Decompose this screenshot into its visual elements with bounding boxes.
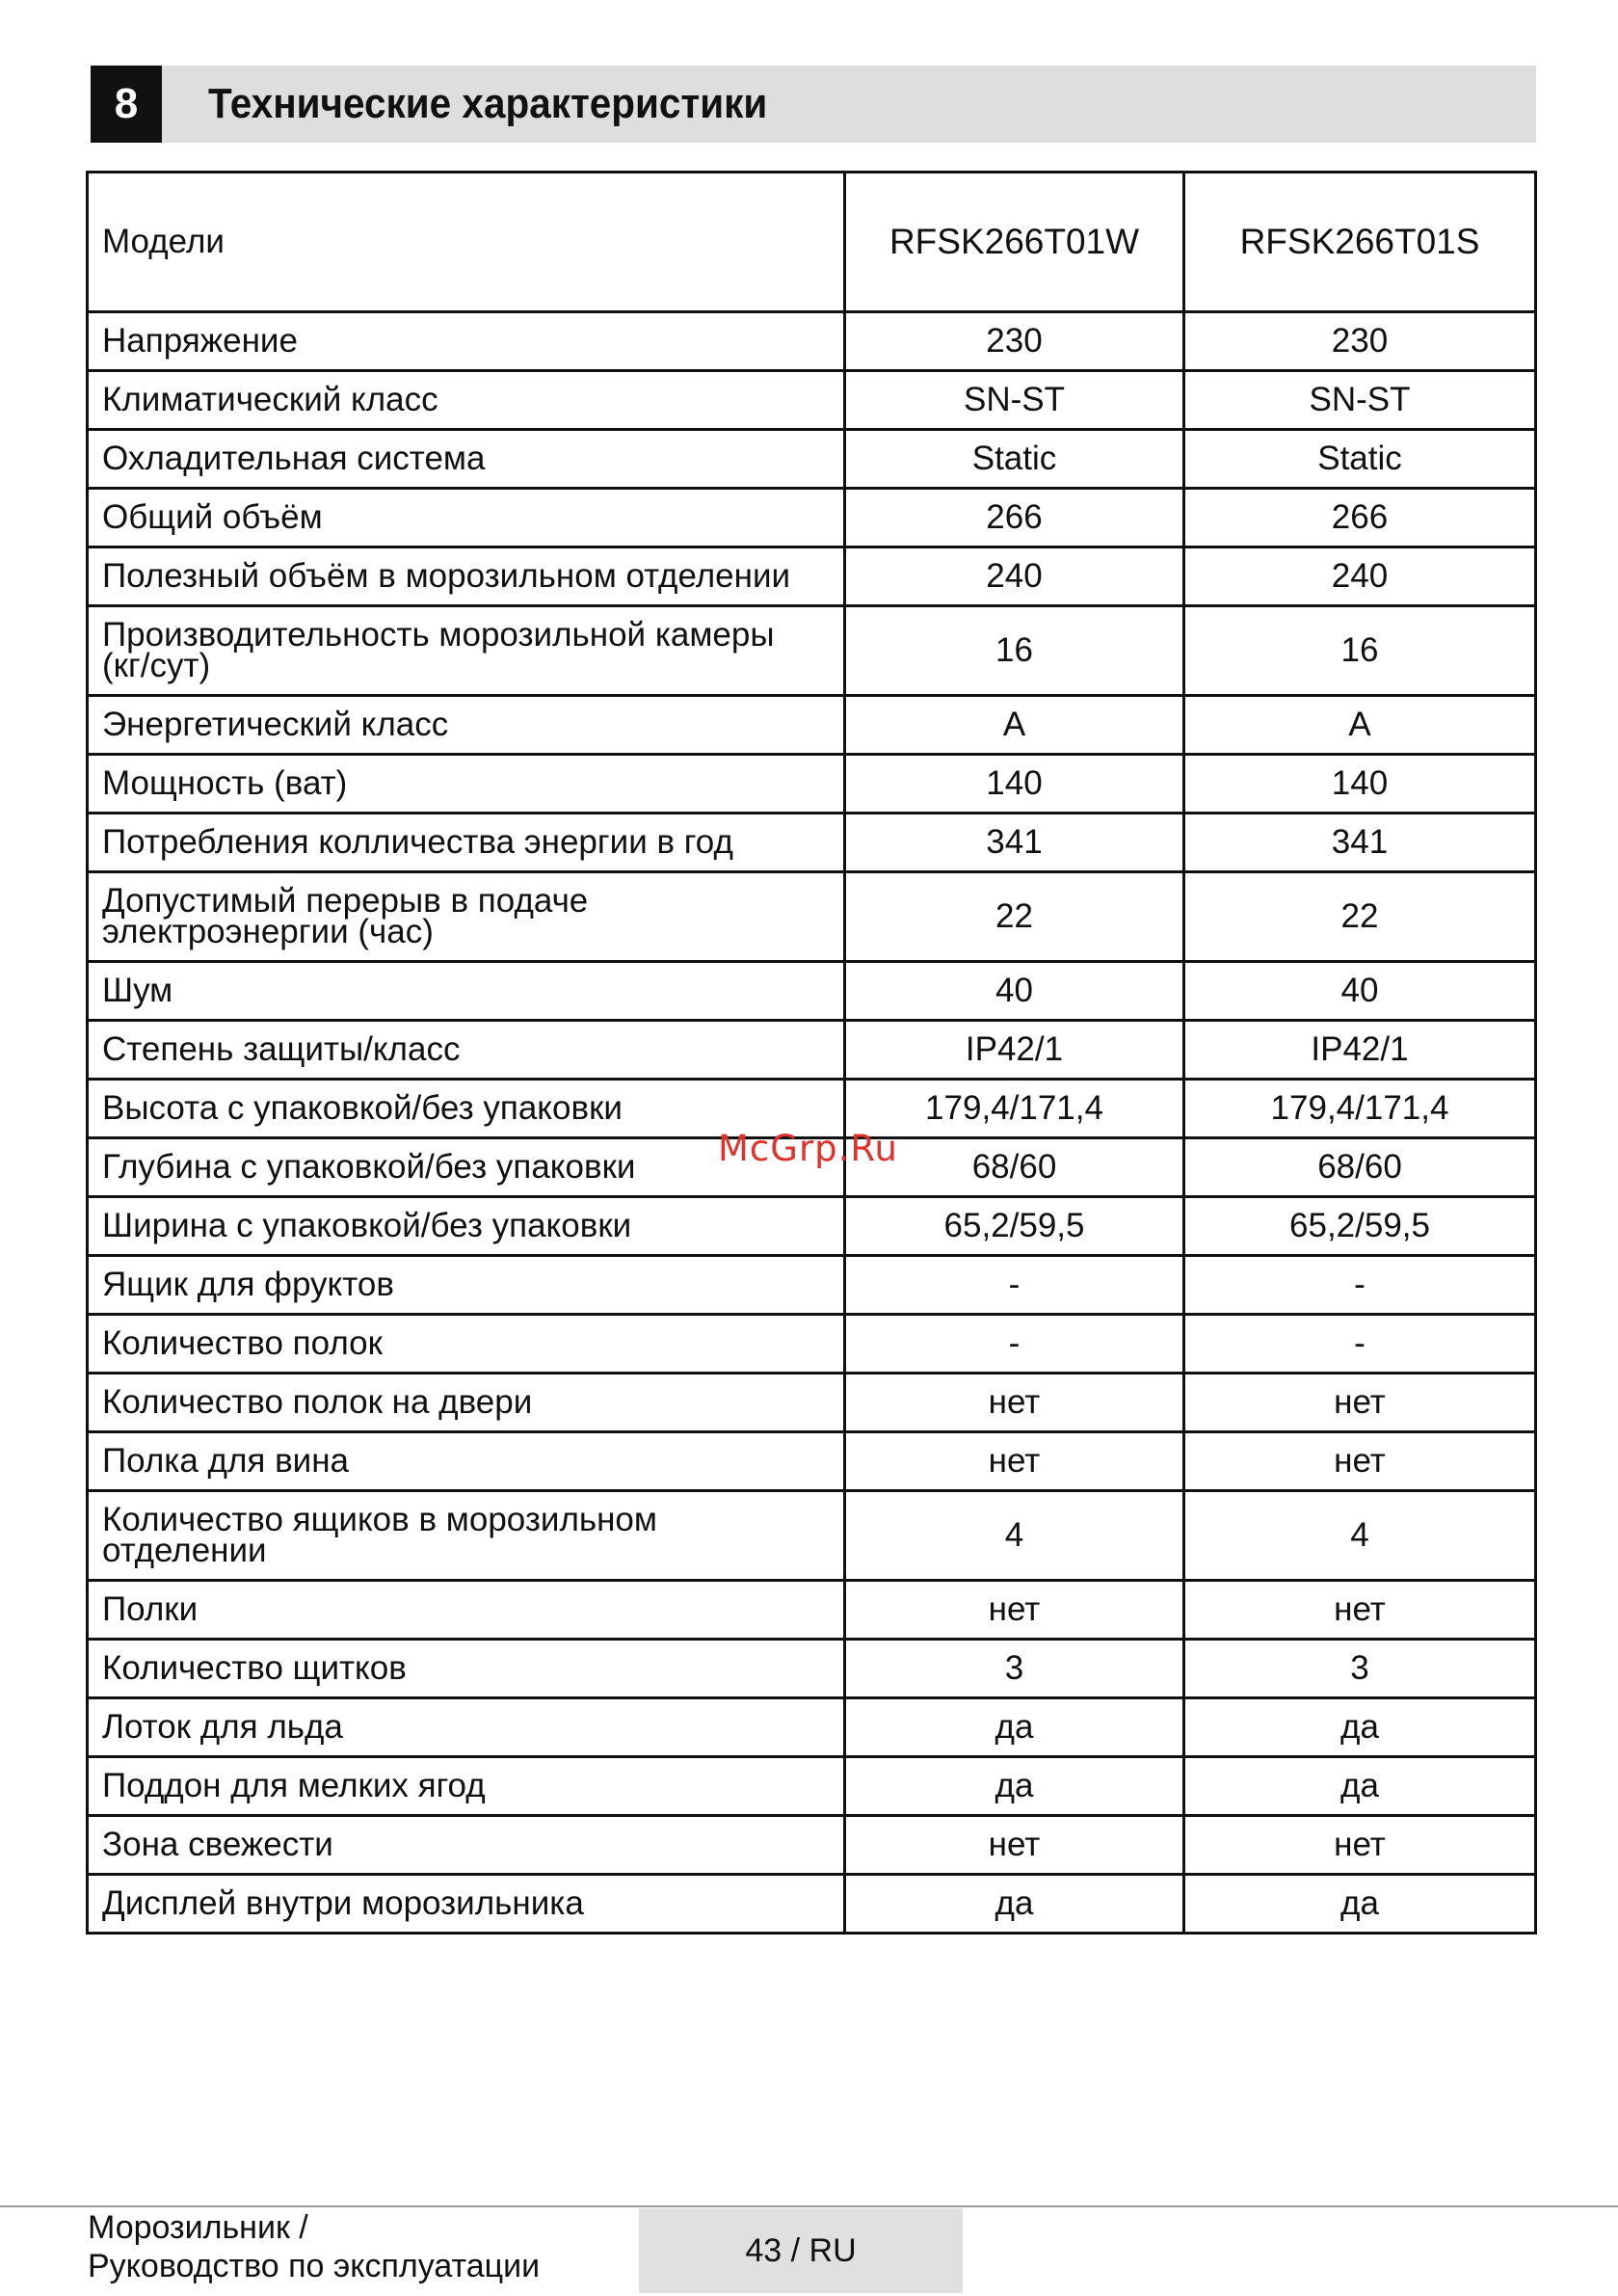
specs-table bbox=[86, 171, 1537, 1935]
table-row bbox=[88, 872, 1536, 962]
table-row bbox=[88, 696, 1536, 755]
row-label: Степень защиты/класс bbox=[88, 1021, 845, 1080]
table-row bbox=[88, 1875, 1536, 1934]
row-value: 179,4/171,4 bbox=[845, 1080, 1184, 1138]
footer-line-1: Морозильник / bbox=[88, 2209, 308, 2246]
watermark: McGrp.Ru bbox=[718, 1128, 898, 1169]
row-label: Потребления колличества энергии в год bbox=[88, 814, 845, 872]
footer-line-2: Руководство по эксплуатации bbox=[88, 2248, 541, 2284]
row-value: 65,2/59,5 bbox=[845, 1197, 1184, 1256]
row-value: 22 bbox=[845, 872, 1184, 962]
table-row bbox=[88, 489, 1536, 547]
row-value: 341 bbox=[845, 814, 1184, 872]
table-row bbox=[88, 1491, 1536, 1581]
row-value: нет bbox=[1184, 1432, 1536, 1491]
row-value: да bbox=[845, 1698, 1184, 1757]
table-row bbox=[88, 1197, 1536, 1256]
row-label: Полки bbox=[88, 1581, 845, 1640]
row-value: 65,2/59,5 bbox=[1184, 1197, 1536, 1256]
table-row bbox=[88, 1315, 1536, 1374]
row-value: 16 bbox=[1184, 606, 1536, 696]
section-number: 8 bbox=[91, 66, 162, 143]
table-row bbox=[88, 1581, 1536, 1640]
row-label: Допустимый перерыв в подаче электроэнергии (час) bbox=[88, 872, 845, 962]
row-value: да bbox=[845, 1757, 1184, 1816]
row-value: нет bbox=[1184, 1816, 1536, 1875]
row-value: да bbox=[1184, 1698, 1536, 1757]
row-value: IP42/1 bbox=[1184, 1021, 1536, 1080]
table-row bbox=[88, 814, 1536, 872]
row-label: Лоток для льда bbox=[88, 1698, 845, 1757]
row-value: SN-ST bbox=[1184, 371, 1536, 430]
table-row bbox=[88, 312, 1536, 371]
row-label: Количество ящиков в морозильном отделении bbox=[88, 1491, 845, 1581]
row-value: да bbox=[1184, 1757, 1536, 1816]
row-label: Ширина с упаковкой/без упаковки bbox=[88, 1197, 845, 1256]
table-row bbox=[88, 1374, 1536, 1432]
row-value: - bbox=[845, 1315, 1184, 1374]
table-row bbox=[88, 547, 1536, 606]
row-label: Напряжение bbox=[88, 312, 845, 371]
table-row bbox=[88, 606, 1536, 696]
row-label: Поддон для мелких ягод bbox=[88, 1757, 845, 1816]
row-value: IP42/1 bbox=[845, 1021, 1184, 1080]
row-value: 4 bbox=[1184, 1491, 1536, 1581]
row-value: A bbox=[845, 696, 1184, 755]
table-row bbox=[88, 430, 1536, 489]
row-value: нет bbox=[1184, 1581, 1536, 1640]
row-value: да bbox=[845, 1875, 1184, 1934]
row-value: - bbox=[1184, 1315, 1536, 1374]
row-label: Высота с упаковкой/без упаковки bbox=[88, 1080, 845, 1138]
row-label: Количество полок bbox=[88, 1315, 845, 1374]
row-value: - bbox=[1184, 1256, 1536, 1315]
table-row bbox=[88, 962, 1536, 1021]
row-label: Количество щитков bbox=[88, 1640, 845, 1698]
row-value: Static bbox=[845, 430, 1184, 489]
row-value: да bbox=[1184, 1875, 1536, 1934]
model-name-1: RFSK266T01W bbox=[845, 173, 1184, 312]
row-label: Ящик для фруктов bbox=[88, 1256, 845, 1315]
row-value: нет bbox=[1184, 1374, 1536, 1432]
row-label: Шум bbox=[88, 962, 845, 1021]
row-value: 22 bbox=[1184, 872, 1536, 962]
row-value: 240 bbox=[1184, 547, 1536, 606]
table-row bbox=[88, 1432, 1536, 1491]
table-row bbox=[88, 1698, 1536, 1757]
row-value: 230 bbox=[1184, 312, 1536, 371]
row-value: 4 bbox=[845, 1491, 1184, 1581]
row-value: 230 bbox=[845, 312, 1184, 371]
row-label: Производительность морозильной камеры (кг/сут) bbox=[88, 606, 845, 696]
footer-divider bbox=[0, 2205, 1618, 2207]
models-header-label: Модели bbox=[88, 173, 845, 312]
row-value: нет bbox=[845, 1581, 1184, 1640]
row-label: Дисплей внутри морозильника bbox=[88, 1875, 845, 1934]
row-label: Энергетический класс bbox=[88, 696, 845, 755]
row-label: Зона свежести bbox=[88, 1816, 845, 1875]
row-value: 266 bbox=[845, 489, 1184, 547]
row-value: 179,4/171,4 bbox=[1184, 1080, 1536, 1138]
row-label: Климатический класс bbox=[88, 371, 845, 430]
row-value: 68/60 bbox=[1184, 1138, 1536, 1197]
table-row bbox=[88, 371, 1536, 430]
row-label: Полка для вина bbox=[88, 1432, 845, 1491]
row-label: Полезный объём в морозильном отделении bbox=[88, 547, 845, 606]
row-value: 140 bbox=[1184, 755, 1536, 814]
row-label: Количество полок на двери bbox=[88, 1374, 845, 1432]
row-value: 266 bbox=[1184, 489, 1536, 547]
row-value: - bbox=[845, 1256, 1184, 1315]
table-header-row bbox=[88, 173, 1536, 312]
table-row bbox=[88, 1757, 1536, 1816]
table-row bbox=[88, 1021, 1536, 1080]
row-value: 16 bbox=[845, 606, 1184, 696]
table-row bbox=[88, 755, 1536, 814]
row-value: 3 bbox=[845, 1640, 1184, 1698]
row-value: нет bbox=[845, 1374, 1184, 1432]
table-row bbox=[88, 1816, 1536, 1875]
row-label: Охладительная система bbox=[88, 430, 845, 489]
row-value: SN-ST bbox=[845, 371, 1184, 430]
row-value: 68/60 bbox=[845, 1138, 1184, 1197]
row-label: Мощность (ват) bbox=[88, 755, 845, 814]
row-value: 240 bbox=[845, 547, 1184, 606]
model-name-2: RFSK266T01S bbox=[1184, 173, 1536, 312]
page-number: 43 / RU bbox=[639, 2208, 963, 2293]
row-value: 341 bbox=[1184, 814, 1536, 872]
row-label: Общий объём bbox=[88, 489, 845, 547]
row-value: Static bbox=[1184, 430, 1536, 489]
table-row bbox=[88, 1256, 1536, 1315]
footer-document-title bbox=[88, 2208, 540, 2285]
row-value: нет bbox=[845, 1432, 1184, 1491]
row-value: нет bbox=[845, 1816, 1184, 1875]
table-row bbox=[88, 1640, 1536, 1698]
row-label: Глубина с упаковкой/без упаковки bbox=[88, 1138, 845, 1197]
row-value: 40 bbox=[845, 962, 1184, 1021]
row-value: A bbox=[1184, 696, 1536, 755]
row-value: 40 bbox=[1184, 962, 1536, 1021]
row-value: 140 bbox=[845, 755, 1184, 814]
section-title: Технические характеристики bbox=[208, 80, 768, 127]
row-value: 3 bbox=[1184, 1640, 1536, 1698]
